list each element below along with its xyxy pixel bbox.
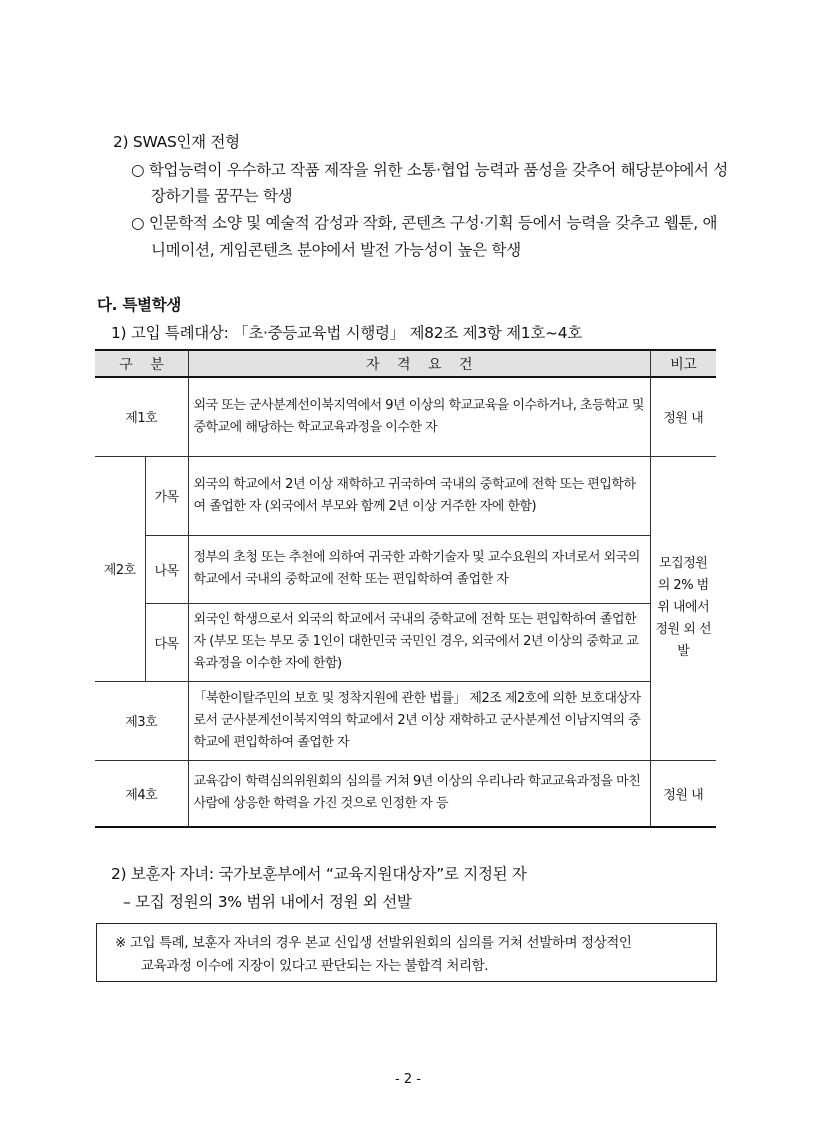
veterans-heading: 2) 보훈자 자녀: 국가보훈부에서 “교육지원대상자”로 지정된 자 bbox=[111, 865, 527, 883]
note-line-2: 교육과정 이수에 지장이 있다고 판단되는 자는 불합격 처리함. bbox=[141, 958, 489, 974]
row-note-2: 모집정원의 2% 범위 내에서 정원 외 선발 bbox=[650, 456, 716, 760]
table-row bbox=[95, 760, 716, 827]
row-text-2-da: 외국인 학생으로서 외국의 학교에서 국내의 중학교에 전학 또는 편입학하여 졸업한 자 (부모 또는 부모 중 1인이 대한민국 국민인 경우, 외국에서 2년 이상의 중학교 교육과정을 이수한 자에 한함) bbox=[188, 603, 650, 681]
swas-bullet-1-line-2: 장하기를 꿈꾸는 학생 bbox=[151, 187, 293, 205]
special-sub-heading-1: 1) 고입 특례대상: 「초·중등교육법 시행령」 제82조 제3항 제1호~4호 bbox=[111, 324, 582, 342]
row-text-4: 교육감이 학력심의위원회의 심의를 거쳐 9년 이상의 우리나라 학교교육과정을 마친 사람에 상응한 학력을 가진 것으로 인정한 자 등 bbox=[188, 760, 650, 827]
swas-heading: 2) SWAS인재 전형 bbox=[113, 133, 240, 151]
row-text-1: 외국 또는 군사분계선이북지역에서 9년 이상의 학교교육을 이수하거나, 초등학교 및 중학교에 해당하는 학교교육과정을 이수한 자 bbox=[188, 377, 650, 456]
veterans-dash-item: – 모집 정원의 3% 범위 내에서 정원 외 선발 bbox=[123, 893, 412, 911]
table-row bbox=[95, 681, 716, 760]
page-number: - 2 - bbox=[395, 1072, 421, 1087]
swas-bullet-2-line-2: 니메이션, 게임콘텐츠 분야에서 발전 가능성이 높은 학생 bbox=[151, 241, 521, 259]
table-row bbox=[95, 535, 716, 603]
swas-bullet-1-line-1: ○ 학업능력이 우수하고 작품 제작을 위한 소통·협업 능력과 품성을 갖추어 해당분야에서 성 bbox=[131, 161, 728, 179]
row-text-3: 「북한이탈주민의 보호 및 정착지원에 관한 법률」 제2조 제2호에 의한 보호대상자로서 군사분계선이북지역의 학교에서 2년 이상 재학하고 군사분계선 이남지역의 중학교에 편입학하여 졸업한 자 bbox=[188, 681, 650, 760]
table-header-row bbox=[95, 350, 716, 377]
qualification-table bbox=[95, 349, 716, 828]
row-label-4: 제4호 bbox=[95, 760, 188, 827]
table-row bbox=[95, 603, 716, 681]
table-row bbox=[95, 377, 716, 456]
row-text-2-na: 정부의 초청 또는 추천에 의하여 귀국한 과학기술자 및 교수요원의 자녀로서 외국의 학교에서 국내의 중학교에 전학 또는 편입학하여 졸업한 자 bbox=[188, 535, 650, 603]
header-remarks: 비고 bbox=[650, 350, 716, 377]
row-note-4: 정원 내 bbox=[650, 760, 716, 827]
row-label-2: 제2호 bbox=[95, 456, 145, 681]
sub-label-na: 나목 bbox=[145, 535, 188, 603]
section-title-special-students: 다. 특별학생 bbox=[97, 296, 182, 314]
note-line-1: ※ 고입 특례, 보훈자 자녀의 경우 본교 신입생 선발위원회의 심의를 거쳐 선발하며 정상적인 bbox=[115, 935, 632, 951]
row-text-2-ga: 외국의 학교에서 2년 이상 재학하고 귀국하여 국내의 중학교에 전학 또는 편입학하여 졸업한 자 (외국에서 부모와 함께 2년 이상 거주한 자에 한함) bbox=[188, 456, 650, 535]
row-note-1: 정원 내 bbox=[650, 377, 716, 456]
swas-bullet-2-line-1: ○ 인문학적 소양 및 예술적 감성과 작화, 콘텐츠 구성·기획 등에서 능력을 갖추고 웹툰, 애 bbox=[131, 214, 718, 232]
header-category: 구 분 bbox=[95, 350, 188, 377]
row-label-3: 제3호 bbox=[95, 681, 188, 760]
header-requirements: 자 격 요 건 bbox=[188, 350, 650, 377]
table-row bbox=[95, 456, 716, 535]
sub-label-ga: 가목 bbox=[145, 456, 188, 535]
row-label-1: 제1호 bbox=[95, 377, 188, 456]
note-box bbox=[96, 923, 717, 982]
sub-label-da: 다목 bbox=[145, 603, 188, 681]
